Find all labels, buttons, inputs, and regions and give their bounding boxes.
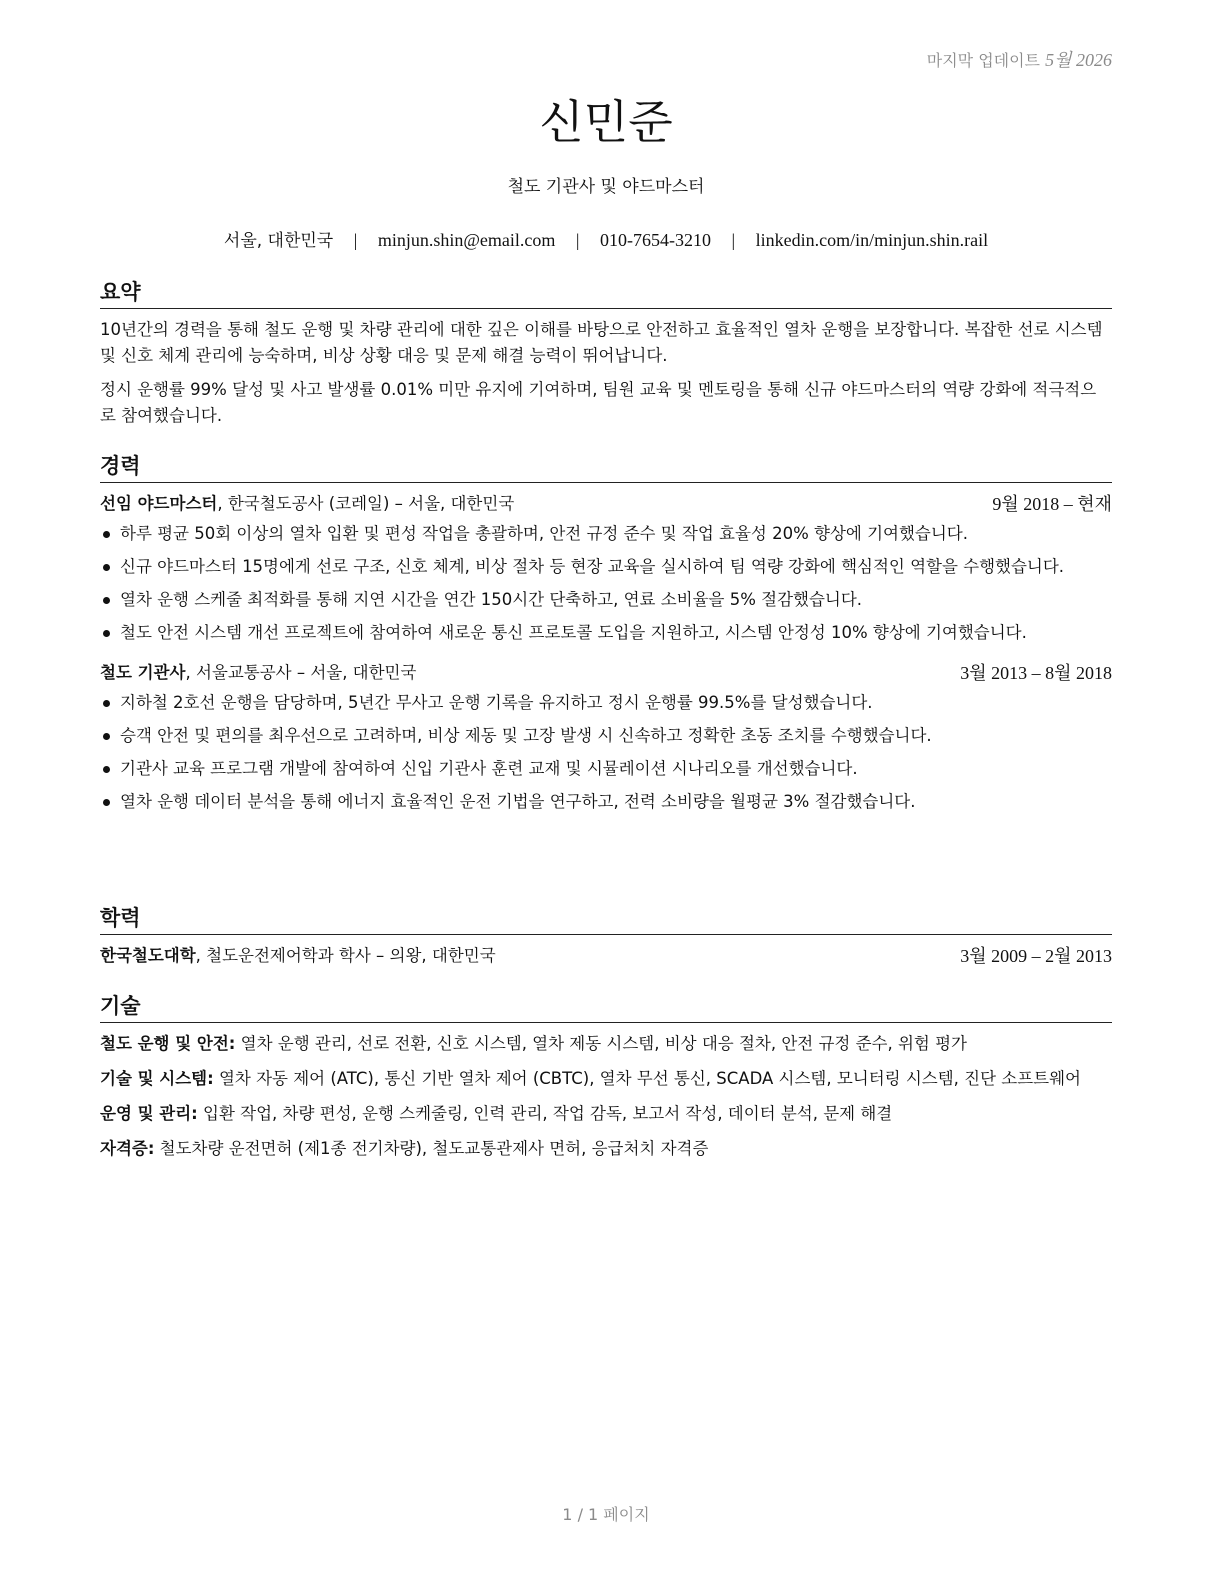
candidate-role: 철도 기관사 및 야드마스터 xyxy=(507,177,705,197)
list-item: 지하철 2호선 운행을 담당하며, 5년간 무사고 운행 기록을 유지하고 정시 운행률 99.5%를 달성했습니다. xyxy=(100,690,1112,716)
section-title-education: 학력 xyxy=(100,902,1112,935)
list-item: 하루 평균 50회 이상의 열차 입환 및 편성 작업을 총괄하며, 안전 규정 준수 및 작업 효율성 20% 향상에 기여했습니다. xyxy=(100,521,1112,547)
skill-text: 철도차량 운전면허 (제1종 전기차량), 철도교통관제사 면허, 응급처치 자격증 xyxy=(154,1139,709,1158)
job-dates: 3월 2013 – 8월 2018 xyxy=(960,663,1112,683)
summary-paragraph: 정시 운행률 99% 달성 및 사고 발생률 0.01% 미만 유지에 기여하며, 팀원 교육 및 멘토링을 통해 신규 야드마스터의 역량 강화에 적극적으로 참여했습니다. xyxy=(100,380,1097,425)
skill-text: 입환 작업, 차량 편성, 운행 스케줄링, 인력 관리, 작업 감독, 보고서 작성, 데이터 분석, 문제 해결 xyxy=(197,1104,893,1123)
candidate-name: 신민준 xyxy=(539,95,673,149)
skills-section xyxy=(100,990,1112,1171)
list-item: 철도 안전 시스템 개선 프로젝트에 참여하여 새로운 통신 프로토콜 도입을 지원하고, 시스템 안정성 10% 향상에 기여했습니다. xyxy=(100,620,1112,646)
job-entry xyxy=(100,491,1112,646)
list-item: 열차 운행 스케줄 최적화를 통해 지연 시간을 연간 150시간 단축하고, 연료 소비율을 5% 절감했습니다. xyxy=(100,587,1112,613)
skill-label: 자격증: xyxy=(100,1139,155,1158)
contact-phone: 010-7654-3210 xyxy=(600,230,712,250)
skill-label: 철도 운행 및 안전: xyxy=(100,1034,236,1053)
last-updated-label: 마지막 업데이트 xyxy=(926,51,1041,70)
contact-email[interactable]: minjun.shin@email.com xyxy=(377,230,556,250)
list-item: 신규 야드마스터 15명에게 선로 구조, 신호 체계, 비상 절차 등 현장 교육을 실시하여 팀 역량 강화에 핵심적인 역할을 수행했습니다. xyxy=(100,554,1112,580)
contact-separator: | xyxy=(353,230,358,250)
last-updated-date: 5월 2026 xyxy=(1045,50,1112,70)
job-title-line xyxy=(100,660,416,686)
list-item: 승객 안전 및 편의를 최우선으로 고려하며, 비상 제동 및 고장 발생 시 신속하고 정확한 초동 조치를 수행했습니다. xyxy=(100,723,1112,749)
section-title-experience: 경력 xyxy=(100,450,1112,483)
job-org: , 한국철도공사 (코레일) – 서울, 대한민국 xyxy=(217,494,515,513)
education-dates: 3월 2009 – 2월 2013 xyxy=(960,946,1112,966)
section-title-skills: 기술 xyxy=(100,990,1112,1023)
skill-row xyxy=(100,1101,1112,1127)
page-indicator: 1 / 1 페이지 xyxy=(562,1505,650,1524)
education-section xyxy=(100,902,1112,969)
job-position: 선임 야드마스터 xyxy=(100,494,218,513)
list-item: 기관사 교육 프로그램 개발에 참여하여 신입 기관사 훈련 교재 및 시뮬레이션 시나리오를 개선했습니다. xyxy=(100,756,1112,782)
skill-row xyxy=(100,1136,1112,1162)
summary-paragraph: 10년간의 경력을 통해 철도 운행 및 차량 관리에 대한 깊은 이해를 바탕으로 안전하고 효율적인 열차 운행을 보장합니다. 복잡한 선로 시스템 및 신호 체계 관리에 능숙하며, 비상 상황 대응 및 문제 해결 능력이 뛰어납니다. xyxy=(100,320,1103,365)
experience-section xyxy=(100,450,1112,822)
last-updated xyxy=(927,46,1112,72)
job-header xyxy=(100,491,1112,517)
skill-text: 열차 운행 관리, 선로 전환, 신호 시스템, 열차 제동 시스템, 비상 대응 절차, 안전 규정 준수, 위험 평가 xyxy=(235,1034,967,1053)
education-line xyxy=(100,943,496,969)
skill-row xyxy=(100,1031,1112,1057)
education-detail: , 철도운전제어학과 학사 – 의왕, 대한민국 xyxy=(195,946,496,965)
job-header xyxy=(100,660,1112,686)
summary-section xyxy=(100,276,1112,437)
job-bullets xyxy=(100,690,1112,815)
job-title-line xyxy=(100,491,514,517)
section-title-summary: 요약 xyxy=(100,276,1112,309)
job-bullets xyxy=(100,521,1112,646)
contact-line xyxy=(100,226,1112,251)
job-entry xyxy=(100,660,1112,815)
skill-text: 열차 자동 제어 (ATC), 통신 기반 열차 제어 (CBTC), 열차 무선 통신, SCADA 시스템, 모니터링 시스템, 진단 소프트웨어 xyxy=(213,1069,1081,1088)
list-item: 열차 운행 데이터 분석을 통해 에너지 효율적인 운전 기법을 연구하고, 전력 소비량을 월평균 3% 절감했습니다. xyxy=(100,789,1112,815)
contact-separator: | xyxy=(575,230,580,250)
resume-page xyxy=(100,0,1112,1584)
skill-label: 기술 및 시스템: xyxy=(100,1069,214,1088)
skill-label: 운영 및 관리: xyxy=(100,1104,198,1123)
skill-row xyxy=(100,1066,1112,1092)
job-dates: 9월 2018 – 현재 xyxy=(992,494,1112,514)
job-position: 철도 기관사 xyxy=(100,663,186,682)
contact-location: 서울, 대한민국 xyxy=(223,231,334,251)
education-school: 한국철도대학 xyxy=(100,946,196,965)
contact-separator: | xyxy=(731,230,736,250)
job-org: , 서울교통공사 – 서울, 대한민국 xyxy=(185,663,417,682)
contact-linkedin[interactable]: linkedin.com/in/minjun.shin.rail xyxy=(755,230,989,250)
education-entry xyxy=(100,943,1112,969)
